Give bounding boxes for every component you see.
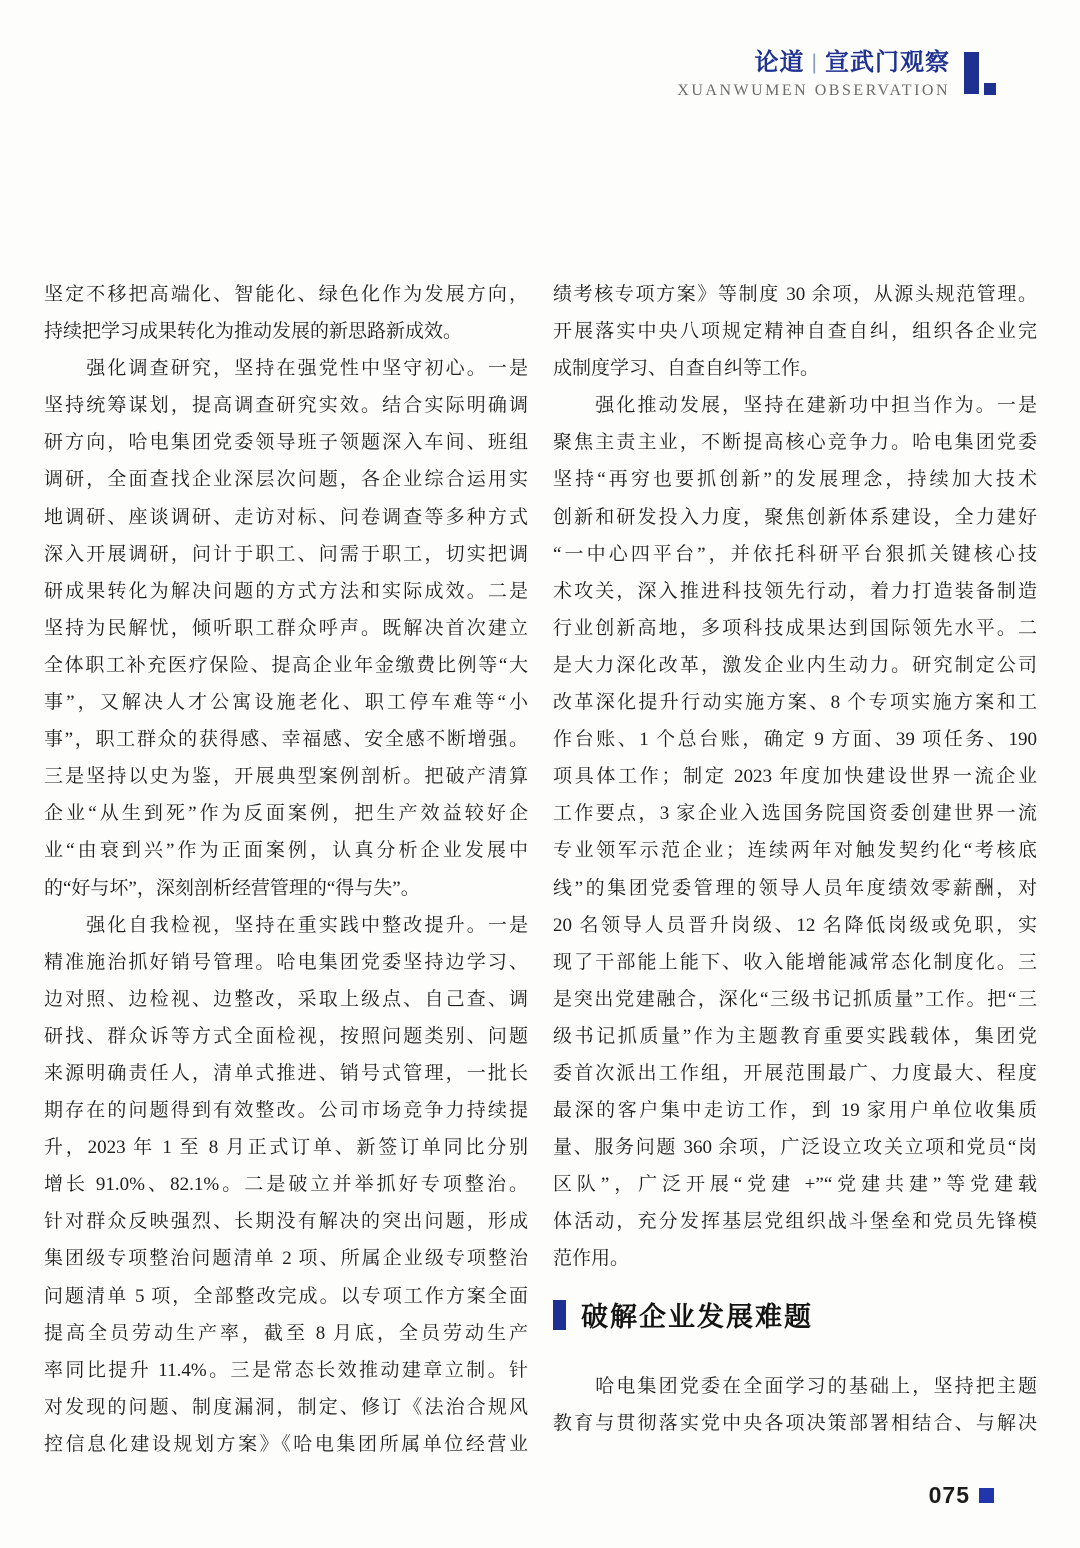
- text-line: 问题清单 5 项，全部整改完成。以专项工作方案全面: [44, 1285, 528, 1307]
- header-title: [677, 50, 950, 77]
- text-line: 坚定不移把高端化、智能化、绿色化作为发展方向，: [44, 284, 528, 305]
- after-heading-text: [553, 1368, 1037, 1442]
- text-line: 坚持统筹谋划，提高调查研究实效。结合实际明确调: [44, 395, 528, 417]
- text-line: 强化推动发展，坚持在建新功中担当作为。一是: [553, 395, 1037, 417]
- text-line: 的“好与坏”，深刻剖析经营管理的“得与失”。: [44, 877, 420, 899]
- text-line: 行业创新高地，多项科技成果达到国际领先水平。二: [553, 617, 1037, 639]
- text-line: 边对照、边检视、边整改，采取上级点、自己查、调: [44, 988, 528, 1010]
- text-line: 控信息化建设规划方案》《哈电集团所属单位经营业: [44, 1433, 528, 1455]
- text-line: 绩考核专项方案》等制度 30 余项，从源头规范管理。: [553, 284, 1037, 305]
- text-line: 增长 91.0%、82.1%。二是破立并举抓好专项整治。: [44, 1174, 528, 1196]
- text-line: 哈电集团党委在全面学习的基础上，坚持把主题: [553, 1375, 1037, 1397]
- text-line: 强化自我检视，坚持在重实践中整改提升。一是: [44, 914, 528, 936]
- text-line: 线”的集团党委管理的领导人员年度绩效零薪酬，对: [553, 877, 1037, 899]
- text-line: 体活动，充分发挥基层党组织战斗堡垒和党员先锋模: [553, 1211, 1037, 1233]
- text-line: 研方向，哈电集团党委领导班子领题深入车间、班组: [44, 432, 528, 454]
- text-line: 业“由衰到兴”作为正面案例，认真分析企业发展中: [44, 840, 528, 862]
- text-line: 坚持为民解忧，倾听职工群众呼声。既解决首次建立: [44, 617, 528, 639]
- text-line: 企业“从生到死”作为反面案例，把生产效益较好企: [44, 803, 528, 825]
- text-line: 是大力深化改革，激发企业内生动力。研究制定公司: [553, 654, 1037, 676]
- text-line: 事”，又解决人才公寓设施老化、职工停车难等“小: [44, 692, 528, 714]
- text-line: 全体职工补充医疗保险、提高企业年金缴费比例等“大: [44, 654, 528, 676]
- text-line: 区队”，广泛开展“党建 +”“党建共建”等党建载: [553, 1174, 1037, 1196]
- right-column: [553, 276, 1037, 1463]
- page-header: [677, 50, 996, 100]
- text-line: 创新和研发投入力度，聚焦创新体系建设，全力建好: [553, 506, 1037, 528]
- text-line: 精准施治抓好销号管理。哈电集团党委坚持边学习、: [44, 951, 528, 973]
- text-line: 调研，全面查找企业深层次问题，各企业综合运用实: [44, 469, 528, 491]
- header-subtitle: XUANWUMEN OBSERVATION: [677, 82, 950, 99]
- text-line: 期存在的问题得到有效整改。公司市场竞争力持续提: [44, 1100, 528, 1122]
- section-heading: [553, 1298, 1037, 1332]
- text-line: 教育与贯彻落实党中央各项决策部署相结合、与解决: [553, 1412, 1037, 1434]
- article-body: [44, 276, 1037, 1463]
- page-number: 075: [928, 1482, 970, 1508]
- left-column: [44, 276, 528, 1463]
- text-line: “一中心四平台”，并依托科研平台狠抓关键核心技: [553, 543, 1037, 565]
- text-line: 针对群众反映强烈、长期没有解决的突出问题，形成: [44, 1211, 528, 1233]
- text-line: 事”，职工群众的获得感、幸福感、安全感不断增强。: [44, 729, 528, 751]
- logo-square-icon: [984, 83, 996, 95]
- text-line: 现了干部能上能下、收入能增能减常态化制度化。三: [553, 951, 1037, 973]
- text-line: 升，2023 年 1 至 8 月正式订单、新签订单同比分别: [44, 1137, 528, 1159]
- text-line: 委首次派出工作组，开展范围最广、力度最大、程度: [553, 1062, 1037, 1084]
- text-line: 来源明确责任人，清单式推进、销号式管理，一批长: [44, 1062, 528, 1084]
- text-line: 率同比提升 11.4%。三是常态长效推动建章立制。针: [44, 1359, 528, 1381]
- text-line: 工作要点，3 家企业入选国务院国资委创建世界一流: [553, 803, 1037, 825]
- text-line: 提高全员劳动生产率，截至 8 月底，全员劳动生产: [44, 1322, 528, 1344]
- page-number-square-icon: [979, 1488, 994, 1503]
- header-section-label: 论道: [754, 49, 805, 76]
- text-line: 成制度学习、自查自纠等工作。: [553, 358, 820, 380]
- text-line: 对发现的问题、制度漏洞，制定、修订《法治合规风: [44, 1396, 528, 1418]
- text-line: 研找、群众诉等方式全面检视，按照问题类别、问题: [44, 1025, 528, 1047]
- header-column-label: 宣武门观察: [825, 49, 950, 76]
- text-line: 量、服务问题 360 余项，广泛设立攻关立项和党员“岗: [553, 1137, 1037, 1159]
- text-line: 开展落实中央八项规定精神自查自纠，组织各企业完: [553, 321, 1037, 343]
- text-line: 持续把学习成果转化为推动发展的新思路新成效。: [44, 321, 463, 343]
- text-line: 深入开展调研，问计于职工、问需于职工，切实把调: [44, 543, 528, 565]
- header-divider: |: [811, 51, 818, 74]
- text-line: 强化调查研究，坚持在强党性中坚守初心。一是: [44, 358, 528, 380]
- right-column-text: [553, 276, 1037, 1278]
- text-line: 项具体工作；制定 2023 年度加快建设世界一流企业: [553, 766, 1037, 788]
- text-line: 作台账、1 个总台账，确定 9 方面、39 项任务、190: [553, 729, 1037, 751]
- text-line: 集团级专项整治问题清单 2 项、所属企业级专项整治: [44, 1248, 528, 1270]
- text-line: 聚焦主责主业，不断提高核心竞争力。哈电集团党委: [553, 432, 1037, 454]
- logo-bar-icon: [964, 52, 979, 94]
- text-line: 是突出党建融合，深化“三级书记抓质量”工作。把“三: [553, 988, 1037, 1010]
- text-line: 坚持“再穷也要抓创新”的发展理念，持续加大技术: [553, 469, 1037, 491]
- section-heading-text: 破解企业发展难题: [581, 1302, 813, 1333]
- text-line: 改革深化提升行动实施方案、8 个专项实施方案和工: [553, 692, 1037, 714]
- text-line: 地调研、座谈调研、走访对标、问卷调查等多种方式: [44, 506, 528, 528]
- text-line: 研成果转化为解决问题的方式方法和实际成效。二是: [44, 580, 528, 602]
- text-line: 三是坚持以史为鉴，开展典型案例剖析。把破产清算: [44, 766, 528, 788]
- text-line: 20 名领导人员晋升岗级、12 名降低岗级或免职，实: [553, 914, 1037, 936]
- text-line: 最深的客户集中走访工作，到 19 家用户单位收集质: [553, 1100, 1037, 1122]
- page-footer: [929, 1482, 994, 1509]
- header-text-block: [677, 50, 950, 100]
- brand-logo-icon: [964, 50, 996, 98]
- text-line: 术攻关，深入推进科技领先行动，着力打造装备制造: [553, 580, 1037, 602]
- text-line: 专业领军示范企业；连续两年对触发契约化“考核底: [553, 840, 1037, 862]
- text-line: 级书记抓质量”作为主题教育重要实践载体，集团党: [553, 1025, 1037, 1047]
- heading-bar-icon: [553, 1300, 566, 1330]
- text-line: 范作用。: [553, 1248, 630, 1270]
